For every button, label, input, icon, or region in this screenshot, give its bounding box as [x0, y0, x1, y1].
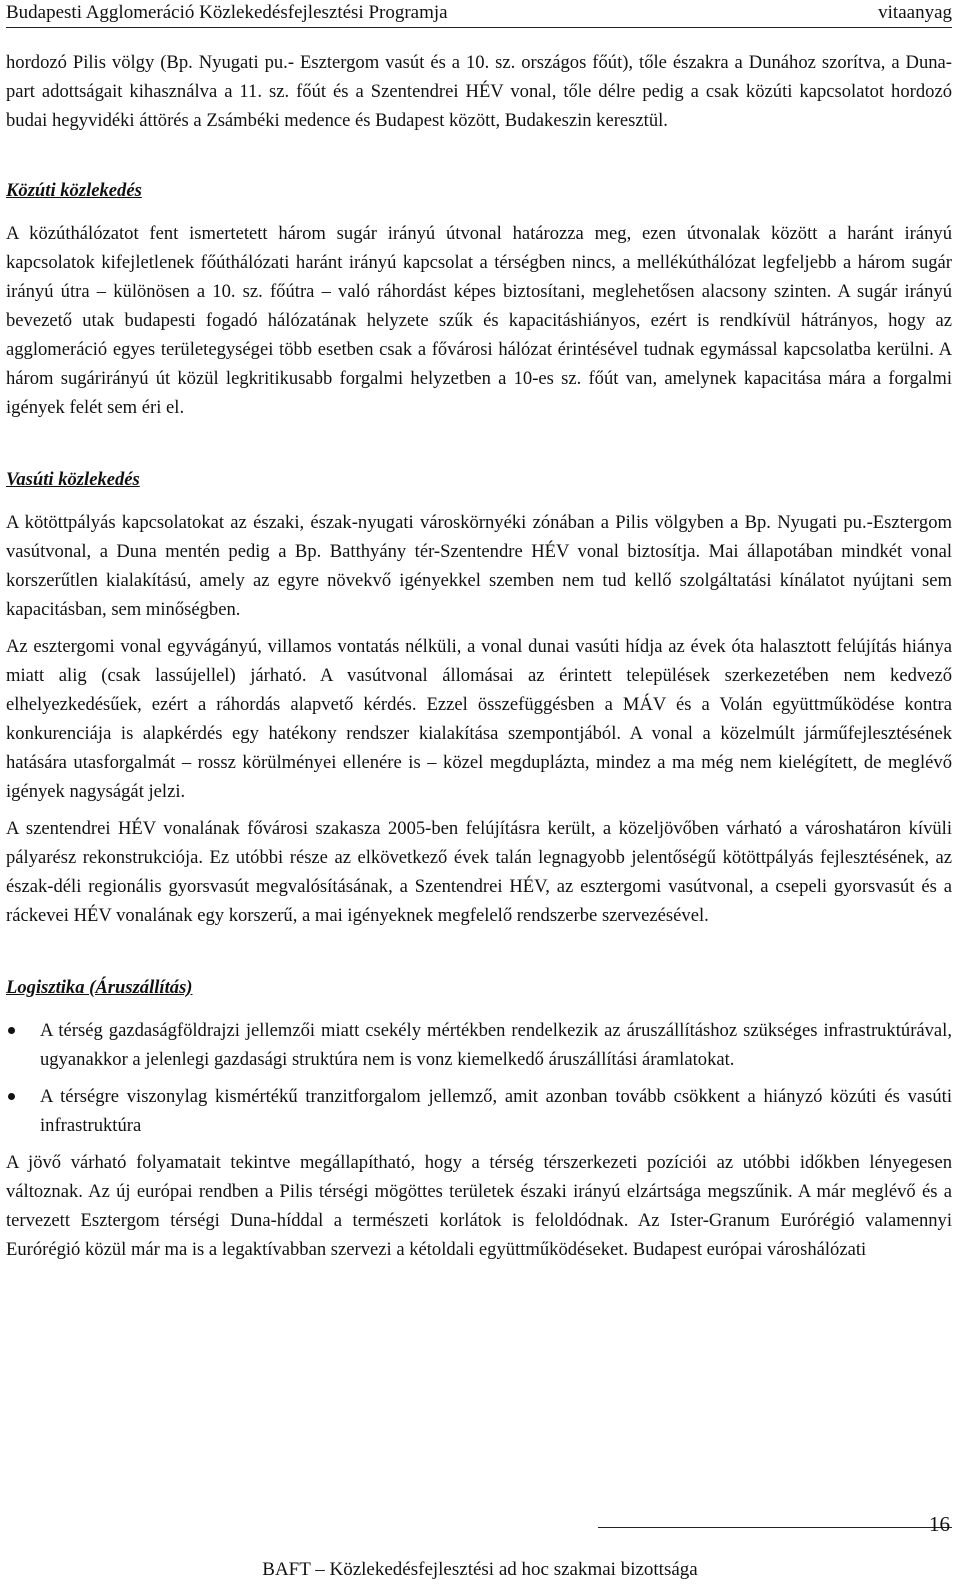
footer-divider [598, 1527, 952, 1528]
intro-paragraph: hordozó Pilis völgy (Bp. Nyugati pu.- Esztergom vasút és a 10. sz. országos főút), tőle északra a Dunához szorítva, a Duna-part adottságait kihasználva a 11. sz. főút és a Szentendrei HÉV vonal, tőle délre pedig a csak közúti kapcsolatot hordozó budai hegyvidéki áttörés a Zsámbéki medence és Budapest között, Budakeszin keresztül. [6, 52, 952, 131]
list-item [6, 1016, 952, 1074]
footer-text: BAFT – Közlekedésfejlesztési ad hoc szakmai bizottsága [262, 1559, 698, 1580]
running-header [6, 2, 952, 28]
header-title: Budapesti Agglomeráció Közlekedésfejlesztési Programja [6, 2, 448, 23]
header-section-label: vitaanyag [878, 2, 952, 23]
bullet-icon [8, 1093, 15, 1100]
page-body [6, 48, 952, 1264]
section-heading-rail-transport: Vasúti közlekedés [6, 469, 140, 490]
list-item-text: A térségre viszonylag kismértékű tranzitforgalom jellemző, amit azonban tovább csökkent a hiányzó közúti és vasúti infrastruktúra [40, 1086, 952, 1136]
section-heading-logistics: Logisztika (Áruszállítás) [6, 977, 193, 998]
road-paragraph-1: A közúthálózatot fent ismertetett három sugár irányú útvonal határozza meg, ezen útvonalak között a haránt irányú kapcsolatok kifejletlenek főúthálózati haránt irányú kapcsolat a térségben nincs, a mellékúthálózat legfeljebb a három sugár irányú útra – különösen a 10. sz. főútra – való ráhordást képes biztosítani, meglehetősen alacsony szinten. A sugár irányú bevezető utak budapesti fogadó hálózatának helyzete szűk és kapacitáshiányos, ezért is rendkívül hátrányos, hogy az agglomeráció egyes területegységei több esetben csak a fővárosi hálózat érintésével tudnak egymással kapcsolatba kerülni. A három sugárirányú út közül legkritikusabb forgalmi helyzetben a 10-es sz. főút van, amelynek kapacitása mára a forgalmi igények felét sem éri el. [6, 223, 952, 418]
section-heading-road-transport: Közúti közlekedés [6, 180, 142, 201]
list-item [6, 1082, 952, 1140]
list-item-text: A térség gazdaságföldrajzi jellemzői miatt csekély mértékben rendelkezik az áruszállításhoz szükséges infrastruktúrával, ugyanakkor a jelenlegi gazdasági struktúra nem is vonz kiemelkedő áruszállítási áramlatokat. [40, 1020, 952, 1070]
rail-paragraph-3: A szentendrei HÉV vonalának fővárosi szakasza 2005-ben felújításra került, a közeljövőben várható a városhatáron kívüli pályarész rekonstrukciója. Ez utóbbi része az elkövetkező évek talán legnagyobb jelentőségű kötöttpályás fejlesztésének, az észak-déli regionális gyorsvasút megvalósításának, a Szentendrei HÉV, az esztergomi vasútvonal, a csepeli gyorsvasút és a ráckevei HÉV vonalának egy korszerű, a mai igényeknek megfelelő rendszerbe szervezésével. [6, 818, 952, 926]
page-number: 16 [929, 1512, 950, 1536]
logistics-bullet-list [6, 1016, 952, 1140]
rail-paragraph-2: Az esztergomi vonal egyvágányú, villamos vontatás nélküli, a vonal dunai vasúti hídja az évek óta halasztott felújítás hiánya miatt alig (csak lassújellel) járható. A vasútvonal állomásai az érintett települések szerkezetében nem kedvező elhelyezkedésűek, ezért a ráhordás alapvető kérdés. Ezzel összefüggésben a MÁV és a Volán együttműködése kontra konkurenciája is alapkérdés egy hatékony rendszer kialakítása szempontjából. A vonal a közelmúlt járműfejlesztésének hatására utasforgalmát – rossz körülményei ellenére is – közel megduplázta, mindez a ma még nem kielégített, de meglévő igények nagyságát jelzi. [6, 636, 952, 802]
rail-paragraph-1: A kötöttpályás kapcsolatokat az északi, észak-nyugati városkörnyéki zónában a Pilis völgyben a Bp. Nyugati pu.-Esztergom vasútvonal, a Duna mentén pedig a Bp. Batthyány tér-Szentendre HÉV vonal biztosítja. Mai állapotában mindkét vonal korszerűtlen kialakítású, amely az egyre növekvő igényekkel szemben nem tud kellő szolgáltatási kínálatot nyújtani sem kapacitásban, sem minőségben. [6, 512, 952, 620]
bullet-icon [8, 1027, 15, 1034]
logistics-paragraph: A jövő várható folyamatait tekintve megállapítható, hogy a térség térszerkezeti pozíciói az utóbbi időkben lényegesen változnak. Az új európai rendben a Pilis térségi mögöttes területek északi irányú elzártsága megszűnik. A már meglévő és a tervezett Esztergom térségi Duna-híddal a természeti korlátok is feloldódnak. Az Ister-Granum Eurórégió valamennyi Eurórégió közül már ma is a legaktívabban szervezi a kétoldali együttműködéseket. Budapest európai városhálózati [6, 1152, 952, 1260]
